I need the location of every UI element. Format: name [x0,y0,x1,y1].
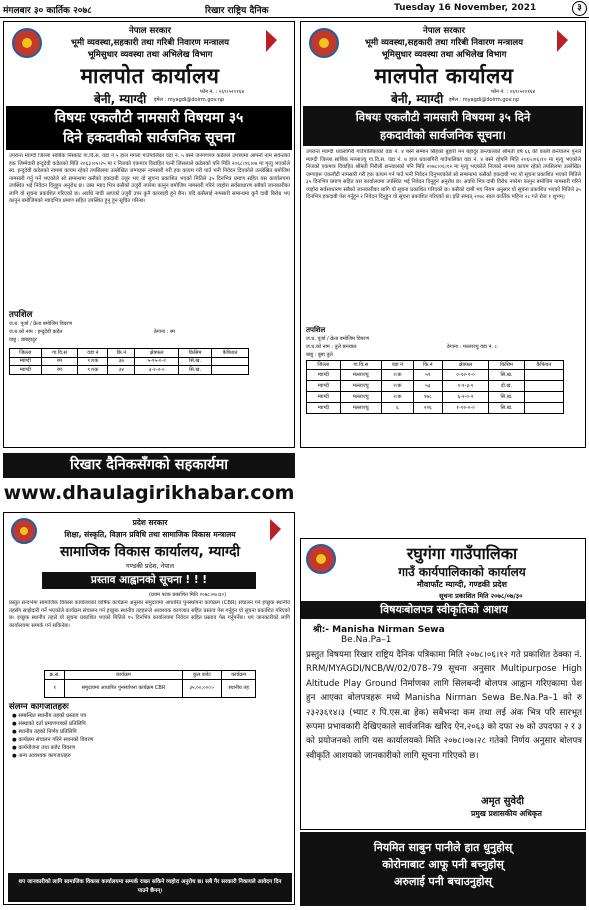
col-header: कैफियत [212,349,249,358]
table-cell [524,402,563,413]
table-cell: सि.ख. [489,391,524,402]
table-row [10,357,249,366]
table-cell: १-१२-०-० [442,402,489,413]
publish-date: (प्रथम पटक प्रकाशित मिति २०७८।०७।३०) [149,592,227,598]
table-cell [524,391,563,402]
table-header-row [45,671,256,680]
table-cell: सि.ख. [179,357,212,366]
psa-line-1: नियमित साबुन पानीले हात धुनुहोस् [373,841,513,854]
col-header: कैफियत [524,361,563,370]
col-header: कुल बजेट [182,671,222,680]
table-cell [524,380,563,391]
col-header: किसिम [179,349,212,358]
table-cell: ३५,००,०००।- [182,679,222,697]
table-row [307,391,564,402]
table-cell: ६-२-०-२ [442,391,489,402]
gov-title: प्रदेश सरकार [132,518,168,527]
covid-psa [300,832,586,906]
signer-name: अमृत सुवेदी [481,796,525,807]
table-cell [524,369,563,380]
gov-title: नेपाल सरकार [129,26,171,36]
tapsil-line-2: ज.ध.को नाम : इन्दुदेवी कडेल [9,329,63,335]
nepal-emblem-icon [306,544,336,574]
table-cell: २।क [381,369,413,380]
col-header: क्र.स. [45,671,65,680]
office-email: इमेल : myagdi@dolrm.gov.np [154,97,225,103]
office-phone: फोन नं. : ०६९।५२०१६४ [491,89,536,95]
table-cell: म्याग्दी [307,402,341,413]
subject-line-2: हकदावीको सार्वजनिक सूचना। [380,128,506,142]
department-title: भूमिसुधार व्यवस्था तथा अभिलेख विभाग [381,50,507,60]
tapsil-father: वाबु : ज्ञाबहादुर [9,337,37,343]
table-cell: मल्लाज्यु [340,369,381,380]
tapsil-line-2: ज.ध.को नाम : तुले छन्त्याल [306,344,357,350]
land-table-1 [9,348,249,375]
list-item: ● स्थानीय तहको निर्णय प्रतिलिपि [12,728,77,735]
table-cell: १-१-३-१ [442,380,489,391]
table-cell: ०-१२-२-० [442,369,489,380]
gov-title: नेपाल सरकार [423,26,465,36]
table-cell: २।क [381,380,413,391]
psa-line-3: अरुलाई पनी बचाउनुहोस् [394,875,492,888]
table-cell: म्याग्दी [307,391,341,402]
table-cell: मल्लाज्यु [340,402,381,413]
table-cell: २।क [381,391,413,402]
notice-malpot-1 [3,21,295,448]
col-header: कि.नं [108,349,135,358]
table-header-row [10,349,249,358]
table-cell: मल्लाज्यु [340,391,381,402]
table-cell: म्याग्दी [307,380,341,391]
table-row [307,402,564,413]
table-cell: ३-२-२-० [135,366,179,375]
subject-line-2: दिने हकदावीको सार्वजनिक सूचना [63,130,235,146]
tapsil-title: तपशिल [9,310,33,320]
table-row [45,679,256,697]
table-cell [212,357,249,366]
table-cell: सि.ख. [489,402,524,413]
municipality-name: रघुगंगा गाउँपालिका [406,544,518,563]
table-cell [212,366,249,375]
paper-name: रिखार राष्ट्रिय दैनिक [205,6,269,16]
table-row [307,369,564,380]
col-header: वडा नं [381,361,413,370]
psa-line-2: कोरोनाबाट आफू पनी बच्नुहोस् [382,858,504,871]
table-cell: ५-१५-०-२ [135,357,179,366]
office-email: इमेल : myagdi@dolrm.gov.np [449,97,520,103]
program-table [44,670,256,698]
ministry-title: भूमी व्यवस्था,सहकारी तथा गरिबी निवारण मन्त्रालय [364,38,524,48]
col-header: कि.नं [413,361,442,370]
subject-line-1: विषयः एकलौटी नामसारी विषयमा ३५ दिने [355,110,531,124]
col-header: गा.वि.स [41,349,78,358]
office-title: गाउँ कार्यपालिकाको कार्यालय [398,565,526,579]
table-cell: ९।१क [78,357,108,366]
recipient: श्री:- Manisha Nirman Sewa [313,625,445,635]
table-cell: ५२ [413,369,442,380]
office-title: मालपोत कार्यालय [80,64,220,88]
table-cell: ६ [381,402,413,413]
tapsil-line-3: ठेगाना : मल्लाज्यु वडा नं. ८ [447,344,498,350]
page-number: ३ [572,1,587,16]
tapsil-father: बाबु : बुबा तुले [306,352,333,358]
notice-body: प्रस्तुत सन्दर्भमा सामाजिक विकास कार्यालयको वार्षिक कार्यक्रम अनुसार समुदायमा आधारित पुनर्स्थापना कार्यक्रम (CBR) संचालन गर्न इच्छुक स्थानीय तहसँग साझेदारी गर्ने भएकोले कार्यक्रम संचालन गर्न इच्छुक स्थानीय तहहरूले आवश्यक कागजात सहित प्रस्ताव पेस गर्नुहुन यो सूचना प्रकाशित गरिएको छ। इच्छुक स्थानीय तहले यो सूचना प्रकाशित भएको मितिले १५ दिनभित्र कार्यालयमा निवेदन सहित प्रस्ताव पेस गर्नुपर्नेछ। थप जानकारीको लागि कार्यालयमा सम्पर्क गर्न सकिनेछ। [9,600,290,629]
tapsil-title: तपशिल [306,326,326,334]
table-cell: ९।१क [78,366,108,375]
col-header: कार्यक्रम [65,671,182,680]
office-title: सामाजिक विकास कार्यालय, म्याग्दी [59,544,241,560]
notice-social-development [3,512,295,905]
notice-date: सूचना प्रकाशित मिति २०७८/०७/३० [439,592,523,600]
page-header [0,0,589,18]
list-item: ● संस्थाको दर्ता प्रमाणपत्रको प्रतिलिपि [12,720,86,727]
notice-body: उपरान्त म्याग्दी जिल्ला साबिक निस्कोट गा.वि.स. वडा नं ५ हाल मंगला गाउँपालिका वडा नं. ५ बस्ने जनगणपत्र कडेलले उपत्रयमा आफ्नो नाम सर्वन्तको हक जिम्मेवारी इन्दुदेवी कडेलको मिति २०६३।०५।२५ मा र निजको एकमात्र विवाहित पत्नी जिसलाले कडेलको पनि मिति २०६८।०६।०७ मा मृत्यु भएकोले स्व. इन्दुदेवी कडेलको नाममा कायम रहेको तपसिलमा उल्लेखित जग्गाहरू नामसारी गरी हक कायम गरी पाउँ भनी निवेदन दिएकोले उल्लेखित बमोजिम नामसारी गर्नु पर्ने भएकोले सो सम्बन्धमा कसैको हकदाबी उजुर भए यो सूचना प्रकाशित भएको मितिले ३५ दिनभित्र प्रमाण सहित यस कार्यालयमा उपस्थित भई निवेदन दिनुहुन अनुरोध छ। उक्त म्याद भित्र कसैको उजुरी नपरेमा कानुन बमोजिम नामसारी गरिने व्यहोरा सर्वसाधारण सबैको जानकारीका लागि यो सूचना प्रकाशित गरिएको छ। अवधि नाघी आएको उजुरी उपर कुनै कारबाही हुने छैन। यदि कसैलाई नामसारी सम्बन्धमा कुनै दाबी बिरोध भए कानुन बमोजिमको म्यादभित्र प्रमाण सहित उपस्थित हुनु हुन सूचित गरिन्छ। [9,153,290,204]
subject-line-1: विषयः एकलौटी नामसारी विषयमा ३५ [54,110,244,126]
recipient-address: Be.Na.Pa–1 [341,635,392,645]
list-item: ● कार्ययोजना तथा बजेट विवरण [12,744,76,751]
col-header: किसिम [489,361,524,370]
table-cell: ३४ [108,366,135,375]
col-header: गा.वि.स [340,361,381,370]
notice-body: उपरान्त म्याग्दी धवलागिरी गाउँपालिकाको वडा नं. ४ बस्ने सम्मान सिंहको बुहारी मन बहादुर छन्त्यालको श्रीमती वर्ष ६६ की काली छन्त्यालन पुनले म्याग्दी जिल्ला साबिक मल्लाज्यु गा.वि.स. वडा नं. ७ हाल धवलागिरी गाउँपालिका वडा नं. ४ बस्ने रहेपनि मिति २०६५।०६।१० मा मृत्यु भएकोले निजको एकमात्र विवाहित श्रीमती निरौली छन्त्यालको पनि मिति २०७८।०६।१२ मा मृत्यु भएकोले निजको नाममा कायम रहेको तपसिलमा उल्लेखित जग्गाहरू एकलौटी नामसारी गरी हक कायम गर्न पाउँ भनी निवेदन दिनुभएकोले सो सम्बन्धमा कसैको हकदाबी भए यो सूचना प्रकाशित भएको मितिले ३५ दिनभित्र प्रमाण सहित यस कार्यालयमा उपस्थित भई निवेदन दिनुहुन अनुरोध छ। अवधि भित्र दाबी विरोध नपरेमा कानुन बमोजिम नामसारी गरिने व्यहोरा सर्वसाधारण सबैको जानकारीका लागि यो सूचना प्रकाशित गरिएको छ। कसैको दाबी भए नियम अनुसार यो सूचना प्रकाशित भएको मितिले ३५ दिनभित्र हकदाबी पेस गर्नुहुन र निवेदन दिनुहुन यो सूचना प्रकाशित गरिएको छ। इति सम्वत् २०७८ साल कार्तिक महिना २८ गते रोज १ शुभम्। [306,149,581,200]
table-cell: रम [41,366,78,375]
table-header-row [307,361,564,370]
col-header: जिल्ला [307,361,341,370]
table-row [307,380,564,391]
col-header: क्षेत्रफल [442,361,489,370]
table-cell: दो.ख. [489,380,524,391]
table-cell: ३७ [108,357,135,366]
table-cell: ५३ [413,380,442,391]
table-cell: मल्लाज्यु [340,380,381,391]
list-item: ● कार्यक्रम संचालन गरिने स्थानको विवरण [12,736,94,743]
office-title: मालपोत कार्यालय [374,64,514,88]
office-phone: फोन नं. : ०६९।५२०१६४ [200,89,245,95]
table-cell: रम [41,357,78,366]
office-location: बेनी, म्याग्दी [391,92,444,106]
ministry-title: भूमी व्यवस्था,सहकारी तथा गरिबी निवारण मन्त्रालय [70,38,230,48]
col-header: कार्यक्रम [222,671,256,680]
docs-list [12,713,290,760]
date-nepali: मंगलबार ३० कार्तिक २०७८ [3,6,92,16]
promo-banner: रिखार दैनिकसँगको सहकार्यमा [3,453,295,478]
list-item: ● सम्बन्धित स्थानीय तहको प्रस्ताव पत्र [12,713,87,719]
table-cell: समुदायमा आधारित पुनर्स्थापना कार्यक्रम CBR [65,679,182,697]
office-address: मौवाफाँट म्याग्दी, गण्डकी प्रदेश [417,580,507,589]
province-line: गण्डकी प्रदेश, नेपाल [125,562,175,570]
subject-bar [303,106,583,146]
notice-malpot-2 [300,21,586,448]
col-header: वडा नं [78,349,108,358]
call-for-proposal-title: प्रस्ताव आह्वानको सूचना ! ! ! [42,572,256,589]
subject-bar [6,106,292,150]
table-cell: म्याग्दी [10,357,42,366]
table-cell: म्याग्दी [307,369,341,380]
subject-bar: विषयःबोलपत्र स्वीकृतिको आशय [301,601,586,619]
promo-url[interactable]: www.dhaulagirikhabar.com [3,482,295,504]
table-cell: १७८ [413,391,442,402]
signer-title: प्रमुख प्रशासकीय अधिकृत [471,809,542,818]
table-cell: सि.ख. [179,366,212,375]
table-cell: म्याग्दी [10,366,42,375]
land-table-2 [306,360,564,414]
col-header: क्षेत्रफल [135,349,179,358]
table-cell: २२६ [413,402,442,413]
tapsil-line-1: ज.ध. पूर्जा / क्रेता बमोजिम विवरण [9,321,73,327]
date-english: Tuesday 16 November, 2021 [394,3,537,13]
table-row [10,366,249,375]
table-cell: सि.ख. [489,369,524,380]
footer-note: थप जानकारीको लागि सामाजिक विकास कार्यालयमा सम्पर्क राख्न सकिने व्यहोरा अनुरोध छ। सबै गैर सरकारी निकायले आवेदन दिन पाउने छैनन्। [8,873,292,902]
tapsil-line-1: ज.ध. पूर्जा / क्रेता बमोजिम विवरण [306,336,370,342]
docs-title: संलग्न कागजातहरुः [9,702,69,712]
office-location: बेनी, म्याग्दी [94,92,147,106]
table-cell: स्थानीय तह [222,679,256,697]
notice-body: प्रस्तुत विषयमा रिखार राष्ट्रिय दैनिक पत्रिकामा मिति २०७८।०६।१२ गते प्रकाशित ठेक्का नं. RRM/MYAGDI/NCB/W/02/078–79 सूचना अनुसार Multipurpose High Altitude Play Ground निर्माणका लागि सिलबन्दी बोलपत्र आह्वान गरिएकामा पेश हुन आएका बोलपत्रहरू मध्ये Manisha Nirman Sewa Be.Na.Pa–1 को रु २३२३६१४।३ (भ्याट र पि.एस.बा हेक) सबैभन्दा कम तथा लई अंक भित्र परि सारभूत रूपमा प्रभावकारी देखिएकाले सार्वजनिक खरिद ऐन,२०६३ को दफा २७ को उपदफा २ र ३ को प्रयोजनको लागि यस कार्यालयको मिति २०७८।०७।२८ गतेको निर्णय अनुसार बोलपत्र स्वीकृति आशयको जानकारीको लागि सूचना गरिएको छ। [306,650,582,761]
department-title: भूमिसुधार व्यवस्था तथा अभिलेख विभाग [87,50,213,60]
notice-raghuganga [300,538,586,830]
blank-space [4,392,295,446]
ministry-title: शिक्षा, संस्कृति, विज्ञान प्रविधि तथा सामाजिक विकास मन्त्रालय [64,530,236,539]
tapsil-line-3: ठेगाना : स्म [154,329,175,335]
table-cell: १ [45,679,65,697]
col-header: जिल्ला [10,349,42,358]
list-item: ● अन्य आवश्यक कागजातहरु [12,752,71,759]
